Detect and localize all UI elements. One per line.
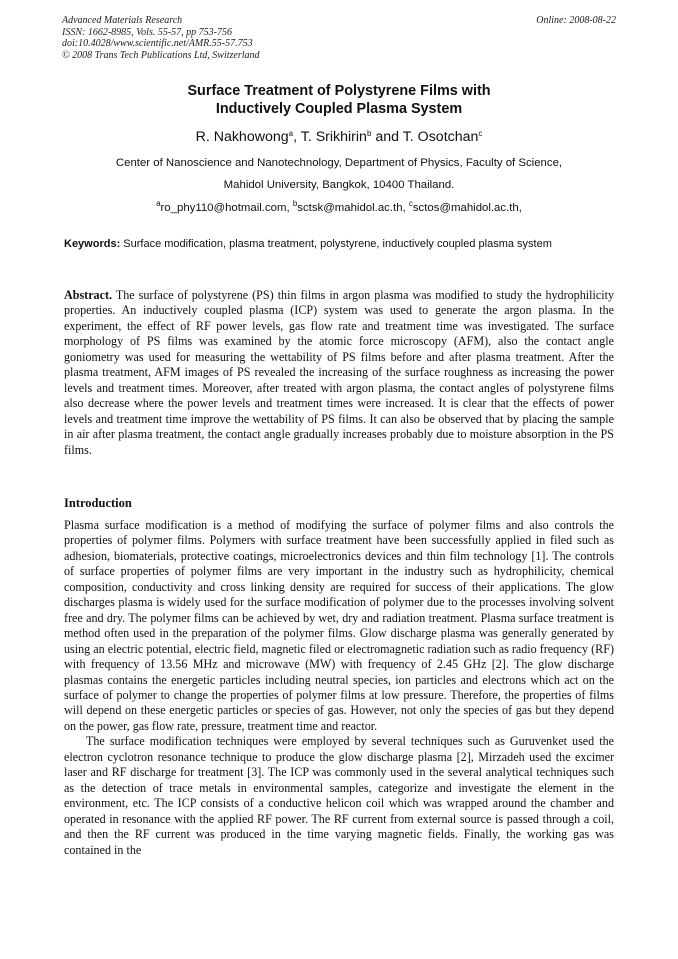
email-c: sctos@mahidol.ac.th,	[412, 202, 522, 214]
journal-header	[62, 15, 260, 61]
introduction-body	[64, 518, 614, 858]
email-c-sup: c	[408, 199, 413, 208]
email-b: sctsk@mahidol.ac.th,	[297, 202, 409, 214]
author-list	[60, 128, 618, 146]
intro-paragraph-2: The surface modification techniques were employed by several techniques such as Guruvenket used the electron cyclotron resonance technique to produce the glow discharge plasma [2], Mirzadeh used the excimer laser and RF discharge for treatment [3]. The ICP was commonly used in the several analytical techniques such as the detection of trace metals in environmental samples, categorize and investigate the element in the environment, etc. The ICP consists of a conductive helicon coil which was wrapped around the chamber and operated in resonance with the applied RF power. The RF current from external source is passed through a coil, and then the RF current was produced in the time varying magnetic fields. Finally, the working gas was contained in the	[64, 734, 614, 857]
section-heading-introduction: Introduction	[64, 496, 132, 510]
journal-name: Advanced Materials Research	[62, 15, 183, 26]
email-line	[60, 201, 618, 215]
abstract-label: Abstract.	[64, 288, 113, 302]
doi-line: doi:10.4028/www.scientific.net/AMR.55-57.753	[62, 38, 253, 49]
email-b-sup: b	[292, 199, 298, 208]
title-line-1: Surface Treatment of Polystyrene Films with	[187, 83, 491, 99]
email-a: ro_phy110@hotmail.com,	[160, 202, 293, 214]
keywords-label: Keywords:	[64, 238, 121, 250]
author-1-sup: a	[288, 129, 294, 138]
author-1: R. Nakhowong	[195, 129, 289, 145]
email-a-sup: a	[156, 199, 161, 208]
abstract	[64, 288, 614, 458]
author-2-sup: b	[366, 129, 372, 138]
affiliation-line-1: Center of Nanoscience and Nanotechnology, Department of Physics, Faculty of Science,	[115, 157, 563, 169]
affiliation-line-2: Mahidol University, Bangkok, 10400 Thailand.	[223, 179, 455, 191]
online-date: Online: 2008-08-22	[536, 15, 616, 26]
issn-line: ISSN: 1662-8985, Vols. 55-57, pp 753-756	[62, 26, 232, 38]
keywords	[64, 237, 614, 251]
abstract-text: The surface of polystyrene (PS) thin films in argon plasma was modified to study the hydrophilicity properties. An inductively coupled plasma (ICP) system was used to generate the argon plasma. In the experiment, the effect of RF power levels, gas flow rate and treatment time was investigated. The surface morphology of PS films was examined by the atomic force microscopy (AFM), also the contact angle goniometry was used for measuring the wettability of PS films before and after plasma treatment. After the plasma treatment, AFM images of PS revealed the increasing of the surface roughness as increasing the power levels and treatment times. Moreover, after treated with argon plasma, the contact angles of polystyrene films also decrease where the power levels and treatment times were increased. It is clear that the effects of power levels and treatment time improve the wettability of PS films. It can also be observed that by placing the sample in air after plasma treatment, the contact angle gradually increases probably due to moisture absorption in the PS films.	[64, 288, 614, 457]
author-2: , T. Srikhirin	[293, 129, 367, 145]
author-3: and T. Osotchan	[371, 129, 479, 145]
intro-paragraph-1: Plasma surface modification is a method of modifying the surface of polymer films and also controls the properties of polymer films. Polymers with surface treatment have been successfully applied in filed such as adhesion, biomaterials, protective coatings, microelectronics devices and thin film technology [1]. The controls of surface properties of polymer films are very important in the industry such as hydrophilicity, chemical composition, conductivity and cross linking density are required for success of their applications. The glow discharges plasma is widely used for the surface modification of polymer due to the processes involving solvent free and dry. The polymer films can be achieved by wet, dry and radiation treatment. Plasma surface treatment is method often used in the preparation of the polymer films. Glow discharge plasma was generally generated by using an electric potential, electric field, magnetic filed or electromagnetic radiation such as radio frequency (RF) with frequency of 13.56 MHz and microwave (MW) with frequency of 2.45 GHz [2]. The glow discharge plasmas contains the energetic particles including neutral species, ion particles and electrons which act on the surface of polymer to change the properties of polymer films at low pressure. Therefore, the properties of films will depend on these energetic particles or species of gas. However, not only the species of gas but they depend on the power, gas flow rate, pressure, treatment time and reactor.	[64, 518, 614, 733]
author-3-sup: c	[478, 129, 483, 138]
title-line-2: Inductively Coupled Plasma System	[215, 101, 463, 117]
paper-title	[60, 82, 618, 118]
keywords-text: Surface modification, plasma treatment, polystyrene, inductively coupled plasma system	[120, 238, 552, 250]
copyright-line: © 2008 Trans Tech Publications Ltd, Switzerland	[62, 49, 260, 61]
